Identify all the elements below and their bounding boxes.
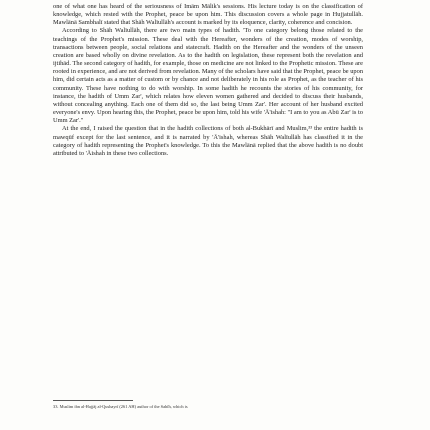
footnote-33: 33. Muslim ibn al-Hajjāj al-Qushayrī (261 AH) author of the Sahīh, which is: [53, 404, 188, 409]
paragraph-2: According to Shāh Walīullāh, there are two main types of hadith. 'To one category belong those related to the teachings of the Prophet's mission. These deal with the Hereafter, wonders of the creation, modes of worship, transactions between people, social relations and statecraft. Hadith on the Hereafter and the wonders of the unseen creation are based wholly on divine revelation. As to the hadith on legislation, these represent both the revelation and ijtihād. The second category of hadith, for example, those on medicine are not linked to the Prophetic mission. These are rooted in experience, and are not derived from revelation. Many of the scholars have said that the Prophet, peace be upon him, did certain acts as a matter of custom or by chance and not deliberately in his role as Prophet, as the teacher of his community. These have nothing to do with worship. In some hadith he recounts the stories of his community, for instance, the hadith of Umm Zar', which relates how eleven women gathered and decided to discuss their husbands, without concealing anything. Each one of them did so, the last being Umm Zar'. Her account of her husband excited everyone's envy. Upon hearing this, the Prophet, peace be upon him, told his wife 'Ā'ishah: "I am to you as Abū Zar' is to Umm Zar'.": [53, 27, 364, 125]
paragraph-3: At the end, I raised the question that in the hadith collections of both al-Bukhārī and Muslim,³³ the entire hadith is mawqūf except for the last sentence, and it is narrated by 'Ā'ishah, whereas Shāh Walīullāh has classified it in the category of hadith representing the Prophet's knowledge. To this the Mawlānā replied that the above hadith is no doubt attributed to 'Āishah in these two collections.: [53, 125, 363, 157]
paragraph-1: one of what one has heard of the seriousness of Imām Mālik's sessions. His lecture today is on the classification of knowledge, which rested with the Prophet, peace be upon him. This discussion covers a whole page in Hujjatullāh. Mawlānā Sambhalī stated that Shāh Walīullāh's account is marked by its eloquence, clarity, coherence and concision.: [53, 3, 363, 27]
body-text: [53, 3, 363, 158]
footnote-divider: [53, 400, 133, 401]
